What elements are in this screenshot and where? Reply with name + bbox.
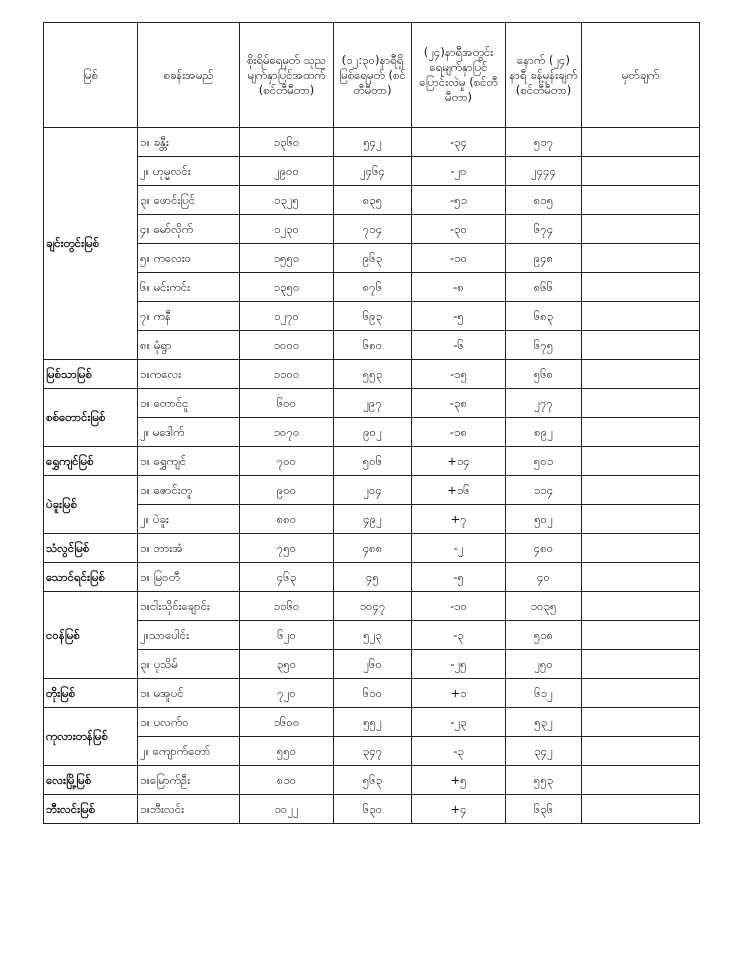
remark-cell xyxy=(582,128,700,157)
station-name: ၁။ ဘားအံ xyxy=(138,534,240,563)
remark-cell xyxy=(582,447,700,476)
remark-cell xyxy=(582,157,700,186)
danger-level-value: ၁၅၅၀ xyxy=(240,244,334,273)
station-name: ၁။ တောင်ငူ xyxy=(138,389,240,418)
table-row xyxy=(44,505,700,534)
station-name: ၁။ မအူပင် xyxy=(138,679,240,708)
danger-level-value: ၁၂၇၀ xyxy=(240,302,334,331)
station-name: ၈။ မုံရွာ xyxy=(138,331,240,360)
table-body xyxy=(44,128,700,824)
station-name: ၃။ ဖောင်းပြင် xyxy=(138,186,240,215)
table-row xyxy=(44,447,700,476)
level-change-value: -၅၁ xyxy=(412,186,506,215)
remark-cell xyxy=(582,331,700,360)
river-name: ရွှေကျင်မြစ် xyxy=(44,447,138,476)
forecast-value: ၆၇၄ xyxy=(506,215,582,244)
river-name: ပဲခူးမြစ် xyxy=(44,476,138,534)
current-level-value: ၈၃၅ xyxy=(334,186,412,215)
table-row xyxy=(44,621,700,650)
header-forecast: နောက် (၂၄) နာရီ ခန့်မှန်းချက် (စင်တီမီတာ) xyxy=(506,23,582,128)
table-row xyxy=(44,476,700,505)
station-name: ၁။ ပလက်ဝ xyxy=(138,708,240,737)
remark-cell xyxy=(582,563,700,592)
forecast-value: ၆၇၅ xyxy=(506,331,582,360)
level-change-value: -၅ xyxy=(412,302,506,331)
level-change-value: -၂၅ xyxy=(412,650,506,679)
remark-cell xyxy=(582,418,700,447)
remark-cell xyxy=(582,708,700,737)
current-level-value: ၅၂၃ xyxy=(334,621,412,650)
current-level-value: ၄၈၈ xyxy=(334,534,412,563)
forecast-value: ၂၄၄၄ xyxy=(506,157,582,186)
header-station: စခန်းအမည် xyxy=(138,23,240,128)
forecast-value: ၆၁၂ xyxy=(506,679,582,708)
current-level-value: ၅၅၃ xyxy=(334,360,412,389)
danger-level-value: ၈၈၀ xyxy=(240,505,334,534)
station-name: ၃။ ပုသိမ် xyxy=(138,650,240,679)
table-row xyxy=(44,766,700,795)
station-name: ၇။ ကနီ xyxy=(138,302,240,331)
forecast-value: ၂၇၇ xyxy=(506,389,582,418)
table-row xyxy=(44,679,700,708)
remark-cell xyxy=(582,244,700,273)
forecast-value: ၅၀၁ xyxy=(506,447,582,476)
danger-level-value: ၇၅၀ xyxy=(240,534,334,563)
current-level-value: ၄၅ xyxy=(334,563,412,592)
table-row xyxy=(44,795,700,824)
forecast-value: ၄၈၀ xyxy=(506,534,582,563)
station-name: ၆။ မင်းကင်း xyxy=(138,273,240,302)
remark-cell xyxy=(582,766,700,795)
remark-cell xyxy=(582,476,700,505)
station-name: ၁။ မြဝတီ xyxy=(138,563,240,592)
danger-level-value: ၈၁၀ xyxy=(240,766,334,795)
current-level-value: ၅၄၂ xyxy=(334,128,412,157)
danger-level-value: ၄၆၃ xyxy=(240,563,334,592)
remark-cell xyxy=(582,534,700,563)
river-name: စစ်တောင်းမြစ် xyxy=(44,389,138,447)
danger-level-value: ၂၉၀၀ xyxy=(240,157,334,186)
level-change-value: -၃ xyxy=(412,737,506,766)
table-row xyxy=(44,360,700,389)
table-row xyxy=(44,244,700,273)
current-level-value: ၆၈၀ xyxy=(334,331,412,360)
header-change: (၂၄)နာရီအတွင်း ရေမျက်နှာပြင် ပြောင်းလဲမှု (စင်တီမီတာ) xyxy=(412,23,506,128)
station-name: ၅။ ကလေးဝ xyxy=(138,244,240,273)
level-change-value: +၁၆ xyxy=(412,476,506,505)
river-name: ကုလားတန်မြစ် xyxy=(44,708,138,766)
forecast-value: ၅၃၂ xyxy=(506,708,582,737)
remark-cell xyxy=(582,389,700,418)
table-row xyxy=(44,592,700,621)
forecast-value: ၅၁၈ xyxy=(506,621,582,650)
table-row xyxy=(44,186,700,215)
level-change-value: -၈ xyxy=(412,273,506,302)
forecast-value: ၈၉၂ xyxy=(506,418,582,447)
current-level-value: ၆၉၃ xyxy=(334,302,412,331)
river-name: သံလွင်မြစ် xyxy=(44,534,138,563)
forecast-value: ၅၀၂ xyxy=(506,505,582,534)
current-level-value: ၂၉၇ xyxy=(334,389,412,418)
danger-level-value: ၇၂၀ xyxy=(240,679,334,708)
danger-level-value: ၃၅၀ xyxy=(240,650,334,679)
level-change-value: -၂၃ xyxy=(412,708,506,737)
table-row xyxy=(44,273,700,302)
river-name: မြစ်သာမြစ် xyxy=(44,360,138,389)
danger-level-value: ၁၃၅၀ xyxy=(240,273,334,302)
danger-level-value: ၁၃၆၀ xyxy=(240,128,334,157)
remark-cell xyxy=(582,621,700,650)
danger-level-value: ၁၆၀၀ xyxy=(240,708,334,737)
header-danger-level: စိုးရိမ်ရေမှတ် သုညမျက်နှာပြင်အထက် (စင်တီမီတာ) xyxy=(240,23,334,128)
forecast-value: ၃၄၂ xyxy=(506,737,582,766)
river-name: ငဝန်မြစ် xyxy=(44,592,138,679)
level-change-value: -၃၈ xyxy=(412,389,506,418)
remark-cell xyxy=(582,650,700,679)
level-change-value: +၁၄ xyxy=(412,447,506,476)
remark-cell xyxy=(582,737,700,766)
danger-level-value: ၆၂၀ xyxy=(240,621,334,650)
station-name: ၁။ ခန္တီး xyxy=(138,128,240,157)
forecast-value: ၁၀၃၅ xyxy=(506,592,582,621)
forecast-value: ၁၁၄ xyxy=(506,476,582,505)
current-level-value: ၆၃၀ xyxy=(334,795,412,824)
level-change-value: -၁၀ xyxy=(412,592,506,621)
current-level-value: ၉၆၃ xyxy=(334,244,412,273)
danger-level-value: ၇၀၀ xyxy=(240,447,334,476)
table-row xyxy=(44,708,700,737)
current-level-value: ၂၄၆၄ xyxy=(334,157,412,186)
current-level-value: ၇၁၄ xyxy=(334,215,412,244)
forecast-value: ၅၅၃ xyxy=(506,766,582,795)
remark-cell xyxy=(582,795,700,824)
table-row xyxy=(44,215,700,244)
level-change-value: -၃၀ xyxy=(412,215,506,244)
header-remarks: မှတ်ချက် xyxy=(582,23,700,128)
level-change-value: -၆ xyxy=(412,331,506,360)
table-row xyxy=(44,737,700,766)
forecast-value: ၅၁၇ xyxy=(506,128,582,157)
level-change-value: +၇ xyxy=(412,505,506,534)
forecast-value: ၈၁၅ xyxy=(506,186,582,215)
forecast-value: ၉၄၈ xyxy=(506,244,582,273)
current-level-value: ၄၉၂ xyxy=(334,505,412,534)
forecast-value: ၄၀ xyxy=(506,563,582,592)
station-name: ၂။ ကျောက်တော် xyxy=(138,737,240,766)
station-name: ၁။ဘီးလင်း xyxy=(138,795,240,824)
current-level-value: ၅၆၃ xyxy=(334,766,412,795)
level-change-value: -၁၈ xyxy=(412,418,506,447)
danger-level-value: ၅၅၀ xyxy=(240,737,334,766)
remark-cell xyxy=(582,592,700,621)
level-change-value: -၃၄ xyxy=(412,128,506,157)
forecast-value: ၂၅၀ xyxy=(506,650,582,679)
station-name: ၁။ကလေး xyxy=(138,360,240,389)
table-row xyxy=(44,157,700,186)
level-change-value: -၅ xyxy=(412,563,506,592)
station-name: ၄။ မော်လိုက် xyxy=(138,215,240,244)
level-change-value: -၁၀ xyxy=(412,244,506,273)
danger-level-value: ၁၀၇၀ xyxy=(240,418,334,447)
level-change-value: +၄ xyxy=(412,795,506,824)
river-name: တိုးမြစ် xyxy=(44,679,138,708)
remark-cell xyxy=(582,505,700,534)
forecast-value: ၆၈၃ xyxy=(506,302,582,331)
current-level-value: ၅၅၂ xyxy=(334,708,412,737)
remark-cell xyxy=(582,273,700,302)
table-row xyxy=(44,331,700,360)
remark-cell xyxy=(582,679,700,708)
header-current-level: (၁၂:၃၀)နာရီရှိ မြစ်ရေမှတ် (စင်တီမီတာ) xyxy=(334,23,412,128)
station-name: ၁။ ရွှေကျင် xyxy=(138,447,240,476)
level-change-value: -၂၀ xyxy=(412,157,506,186)
level-change-value: -၁၅ xyxy=(412,360,506,389)
current-level-value: ၃၄၇ xyxy=(334,737,412,766)
river-name: သောင်ရင်းမြစ် xyxy=(44,563,138,592)
station-name: ၂။ ပဲခူး xyxy=(138,505,240,534)
danger-level-value: ၆၀၀ xyxy=(240,389,334,418)
remark-cell xyxy=(582,215,700,244)
danger-level-value: ၁၁၆၀ xyxy=(240,592,334,621)
level-change-value: -၂ xyxy=(412,534,506,563)
remark-cell xyxy=(582,186,700,215)
forecast-value: ၆၃၆ xyxy=(506,795,582,824)
station-name: ၁။ငါးသိုင်းချောင်း xyxy=(138,592,240,621)
danger-level-value: ၁၃၂၅ xyxy=(240,186,334,215)
table-row xyxy=(44,389,700,418)
current-level-value: ၉၀၂ xyxy=(334,418,412,447)
remark-cell xyxy=(582,302,700,331)
current-level-value: ၅၀၆ xyxy=(334,447,412,476)
station-name: ၂။ ဟုမ္မလင်း xyxy=(138,157,240,186)
river-name: လေးမြို့မြစ် xyxy=(44,766,138,795)
forecast-value: ၅၆၈ xyxy=(506,360,582,389)
table-row xyxy=(44,128,700,157)
remark-cell xyxy=(582,360,700,389)
current-level-value: ၈၇၆ xyxy=(334,273,412,302)
table-row xyxy=(44,563,700,592)
station-name: ၂။ မဒေါက် xyxy=(138,418,240,447)
forecast-value: ၈၆၆ xyxy=(506,273,582,302)
danger-level-value: ၁၀၂၂ xyxy=(240,795,334,824)
station-name: ၁။ ဇောင်းတူ xyxy=(138,476,240,505)
current-level-value: ၂၆၀ xyxy=(334,650,412,679)
current-level-value: ၁၀၄၇ xyxy=(334,592,412,621)
danger-level-value: ၁၁၀၀ xyxy=(240,360,334,389)
level-change-value: +၅ xyxy=(412,766,506,795)
river-name: ချင်းတွင်းမြစ် xyxy=(44,128,138,360)
table-row xyxy=(44,534,700,563)
table-row xyxy=(44,418,700,447)
danger-level-value: ၉၀၀ xyxy=(240,476,334,505)
header-row xyxy=(44,23,700,128)
current-level-value: ၆၁၀ xyxy=(334,679,412,708)
table-row xyxy=(44,302,700,331)
table-row xyxy=(44,650,700,679)
station-name: ၁။မြောက်ဦး xyxy=(138,766,240,795)
station-name: ၂။သာပေါင်း xyxy=(138,621,240,650)
level-change-value: +၁ xyxy=(412,679,506,708)
danger-level-value: ၁၀၀၀ xyxy=(240,331,334,360)
river-level-table xyxy=(43,22,700,824)
header-river: မြစ် xyxy=(44,23,138,128)
danger-level-value: ၁၂၃၀ xyxy=(240,215,334,244)
current-level-value: ၂၀၄ xyxy=(334,476,412,505)
river-name: ဘီးလင်းမြစ် xyxy=(44,795,138,824)
level-change-value: -၃ xyxy=(412,621,506,650)
